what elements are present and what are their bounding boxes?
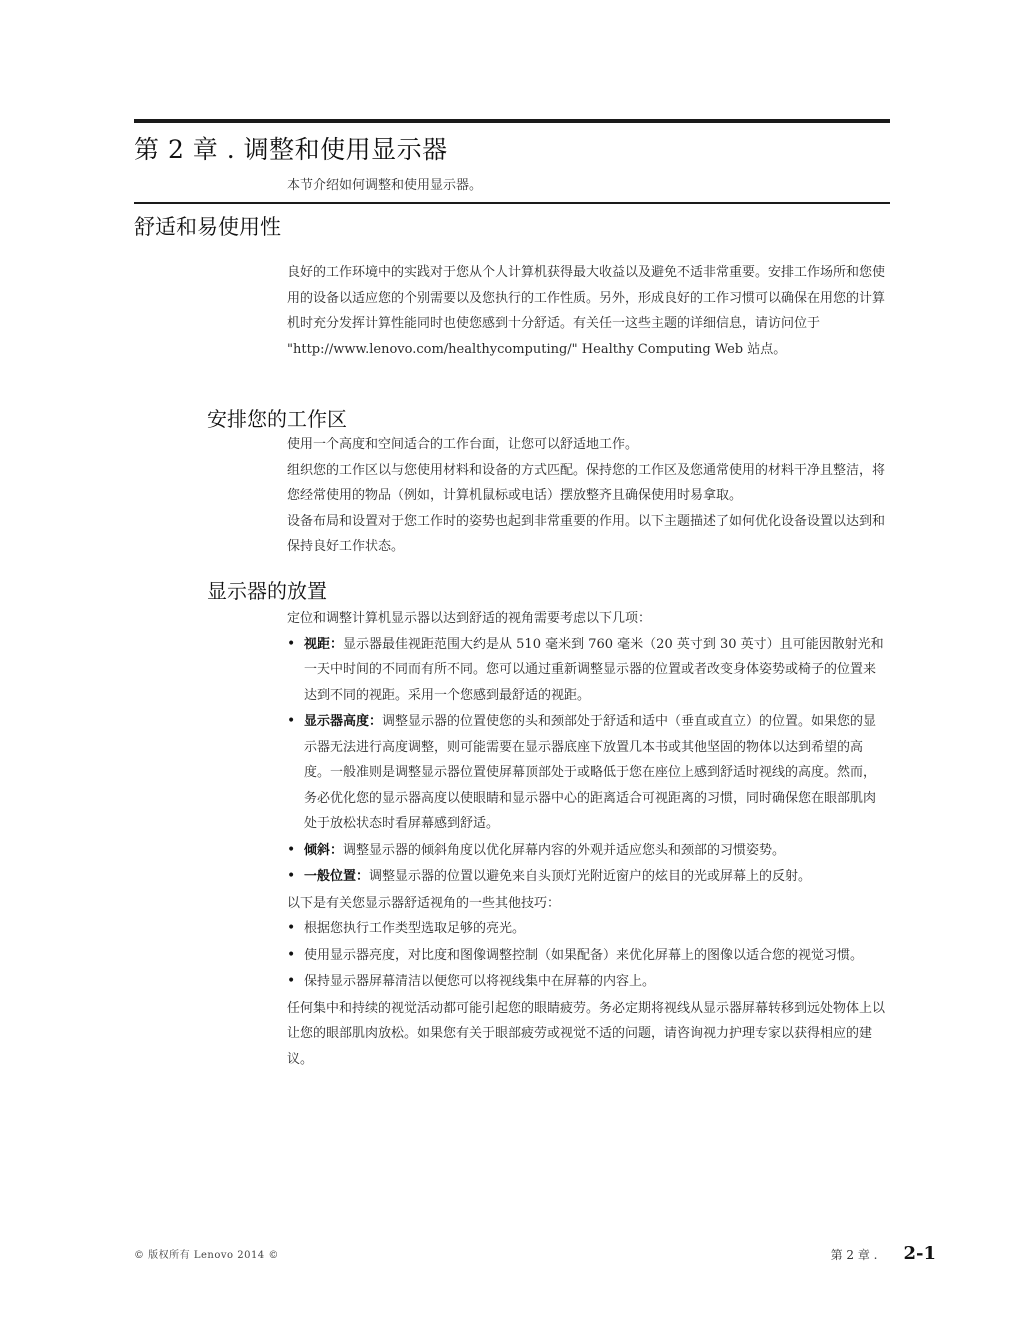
list-item [287, 709, 887, 837]
footer-page-info [831, 1243, 936, 1264]
comfort-section-body [287, 260, 887, 362]
monitor-body [287, 606, 887, 1072]
bullet-text: 调整显示器的倾斜角度以优化屏幕内容的外观并适应您头和颈部的习惯姿势。 [343, 842, 786, 858]
list-item [287, 864, 887, 890]
bullet-term: 视距： [304, 636, 344, 652]
bullet-text: 调整显示器的位置使您的头和颈部处于舒适和适中（垂直或直立）的位置。如果您的显示器无法进行高度调整，则可能需要在显示器底座下放置几本书或其他坚固的物体以达到希望的高度。一般准则是调整显示器位置使屏幕顶部处于或略低于您在座位上感到舒适时视线的高度。然而，务必优化您的显示器高度以使眼睛和显示器中心的距离适合可视距离的习惯，同时确保您在眼部肌肉处于放松状态时看屏幕感到舒适。 [304, 714, 877, 831]
footer-copyright: © 版权所有 Lenovo 2014 © [134, 1250, 279, 1261]
chapter-intro: 本节介绍如何调整和使用显示器。 [287, 178, 483, 193]
section-rule [134, 202, 890, 204]
chapter-title: 第 2 章 . 调整和使用显示器 [134, 135, 448, 164]
monitor-intro: 定位和调整计算机显示器以达到舒适的视角需要考虑以下几项： [287, 611, 652, 626]
healthy-computing-link[interactable]: "http://www.lenovo.com/healthycomputing/" Healthy Computing Web 站点。 [287, 341, 787, 357]
list-item [287, 632, 887, 709]
list-item: • 保持显示器屏幕清洁以便您可以将视线集中在屏幕的内容上。 [287, 969, 887, 995]
bullet-term: 显示器高度： [304, 714, 383, 729]
section-title: 舒适和易使用性 [134, 215, 281, 239]
top-rule [134, 119, 890, 123]
list-item [287, 838, 887, 864]
workspace-paragraph-3: 设备布局和设置对于您工作时的姿势也起到非常重要的作用。以下主题描述了如何优化设备设置以达到和保持良好工作状态。 [287, 513, 886, 554]
monitor-bullet-list [287, 632, 887, 890]
comfort-paragraph: 良好的工作环境中的实践对于您从个人计算机获得最大收益以及避免不适非常重要。安排工作场所和您使用的设备以适应您的个别需要以及您执行的工作性质。另外，形成良好的工作习惯可以确保在用您的计算机时充分发挥计算性能同时也使您感到十分舒适。有关任一这些主题的详细信息，请访问位于 [287, 265, 886, 331]
closing-paragraph: 任何集中和持续的视觉活动都可能引起您的眼睛疲劳。务必定期将视线从显示器屏幕转移到远处物体上以让您的眼部肌肉放松。如果您有关于眼部疲劳或视觉不适的问题，请咨询视力护理专家以获得相应的建议。 [287, 1000, 886, 1067]
tips-intro: 以下是有关您显示器舒适视角的一些其他技巧： [287, 895, 561, 911]
bullet-term: 倾斜： [304, 842, 344, 858]
workspace-paragraph-2: 组织您的工作区以与您使用材料和设备的方式匹配。保持您的工作区及您通常使用的材料干净且整洁，将您经常使用的物品（例如，计算机鼠标或电话）摆放整齐且确保使用时易拿取。 [287, 462, 886, 503]
bullet-text: 显示器最佳视距范围大约是从 510 毫米到 760 毫米（20 英寸到 30 英寸）且可能因散射光和一天中时间的不同而有所不同。您可以通过重新调整显示器的位置或者改变身体姿势或椅子的位置来达到不同的视距。采用一个您感到最舒适的视距。 [304, 636, 884, 703]
footer-chapter-ref: 第 2 章 . [830, 1248, 878, 1262]
bullet-text: 调整显示器的位置以避免来自头顶灯光附近窗户的炫目的光或屏幕上的反射。 [369, 869, 812, 884]
list-item: • 根据您执行工作类型选取足够的亮光。 [287, 916, 887, 942]
page-number: 2-1 [903, 1243, 936, 1264]
tips-list [287, 916, 887, 995]
workspace-body [287, 432, 887, 560]
bullet-term: 一般位置： [304, 869, 370, 884]
monitor-title: 显示器的放置 [207, 579, 327, 603]
list-item: • 使用显示器亮度，对比度和图像调整控制（如果配备）来优化屏幕上的图像以适合您的视觉习惯。 [287, 943, 887, 969]
workspace-paragraph-1: 使用一个高度和空间适合的工作台面，让您可以舒适地工作。 [287, 437, 639, 452]
workspace-title: 安排您的工作区 [207, 407, 347, 431]
